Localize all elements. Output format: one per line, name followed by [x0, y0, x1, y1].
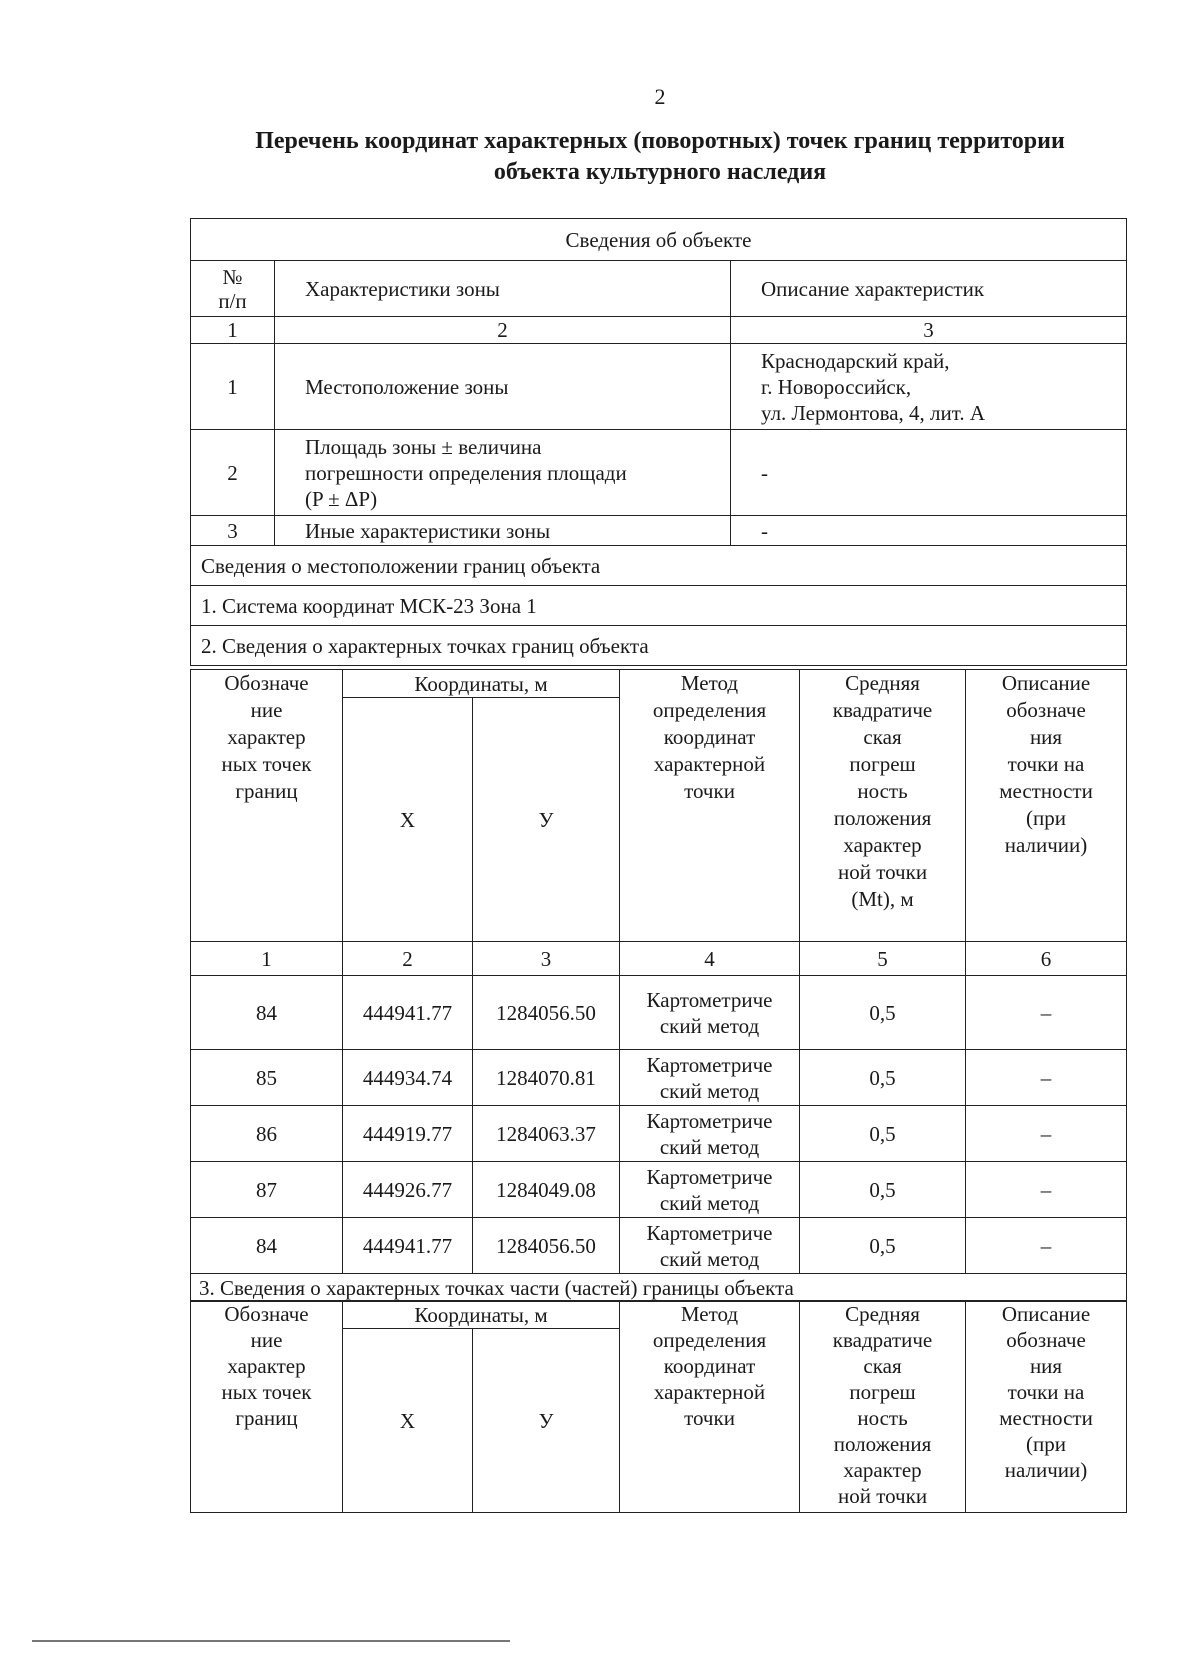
- table-row: [191, 1162, 1127, 1218]
- object-info-header: Сведения об объекте: [191, 219, 1127, 261]
- index-cell: 1: [191, 942, 343, 976]
- col-method-header: Метод определения координат характерной точки: [620, 670, 800, 942]
- coord-x: 444919.77: [343, 1106, 473, 1162]
- row-num: 1: [191, 344, 275, 430]
- col-note-header: Описание обозначе ния точки на местности (при наличии): [966, 1301, 1127, 1513]
- page-number: 2: [654, 84, 666, 109]
- row-value: -: [731, 516, 1127, 546]
- index-cell: 6: [966, 942, 1127, 976]
- coord-x: 444926.77: [343, 1162, 473, 1218]
- index-cell: 2: [343, 942, 473, 976]
- table-row: [191, 976, 1127, 1050]
- point-id: 84: [191, 1218, 343, 1274]
- col-x-header: X: [343, 698, 473, 942]
- parts-section-header: 3. Сведения о характерных точках части (частей) границы объекта: [191, 1274, 1127, 1302]
- point-id: 84: [191, 976, 343, 1050]
- error-value: 0,5: [800, 976, 966, 1050]
- index-cell: 1: [191, 317, 275, 344]
- coord-x: 444934.74: [343, 1050, 473, 1106]
- row-name: Площадь зоны ± величина погрешности определения площади (P ± ΔP): [275, 430, 731, 516]
- method-cell: Картометриче ский метод: [620, 1162, 800, 1218]
- title-line-1: Перечень координат характерных (поворотных) точек границ территории: [255, 128, 1065, 154]
- row-num: 2: [191, 430, 275, 516]
- table-row: [191, 1218, 1127, 1274]
- note-value: –: [966, 1218, 1127, 1274]
- table-row: [191, 1106, 1127, 1162]
- footer-divider: [32, 1640, 510, 1642]
- table-row: [191, 430, 1127, 516]
- col-x-header: X: [343, 1329, 473, 1513]
- col-y-header: У: [473, 698, 620, 942]
- method-cell: Картометриче ский метод: [620, 1106, 800, 1162]
- points-table: [190, 669, 1127, 1302]
- note-value: –: [966, 1162, 1127, 1218]
- error-value: 0,5: [800, 1050, 966, 1106]
- note-value: –: [966, 976, 1127, 1050]
- title-line-2: объекта культурного наследия: [493, 159, 827, 185]
- note-value: –: [966, 1050, 1127, 1106]
- method-cell: Картометриче ский метод: [620, 976, 800, 1050]
- row-value: Краснодарский край, г. Новороссийск, ул. Лермонтова, 4, лит. А: [731, 344, 1127, 430]
- col-characteristics-header: Характеристики зоны: [275, 261, 731, 317]
- object-info-table: [190, 218, 1127, 666]
- location-info-header: Сведения о местоположении границ объекта: [191, 546, 1127, 586]
- method-cell: Картометриче ский метод: [620, 1218, 800, 1274]
- error-value: 0,5: [800, 1218, 966, 1274]
- col-y-header: У: [473, 1329, 620, 1513]
- coord-y: 1284049.08: [473, 1162, 620, 1218]
- coord-x: 444941.77: [343, 976, 473, 1050]
- table-row: [191, 344, 1127, 430]
- error-value: 0,5: [800, 1106, 966, 1162]
- row-name: Местоположение зоны: [275, 344, 731, 430]
- note-value: –: [966, 1106, 1127, 1162]
- method-cell: Картометриче ский метод: [620, 1050, 800, 1106]
- index-cell: 2: [275, 317, 731, 344]
- point-id: 85: [191, 1050, 343, 1106]
- row-value: -: [731, 430, 1127, 516]
- index-cell: 3: [731, 317, 1127, 344]
- parts-table: [190, 1300, 1127, 1513]
- col-method-header: Метод определения координат характерной точки: [620, 1301, 800, 1513]
- index-cell: 5: [800, 942, 966, 976]
- coord-x: 444941.77: [343, 1218, 473, 1274]
- col-num-header: № п/п: [191, 261, 275, 317]
- col-designation-header: Обозначе ние характер ных точек границ: [191, 670, 343, 942]
- document-title: [190, 126, 1130, 188]
- col-designation-header: Обозначе ние характер ных точек границ: [191, 1301, 343, 1513]
- table-row: [191, 1050, 1127, 1106]
- coordinate-system: 1. Система координат МСК-23 Зона 1: [191, 586, 1127, 626]
- coord-y: 1284056.50: [473, 976, 620, 1050]
- col-error-header: Средняя квадратиче ская погреш ность положения характер ной точки (Mt), м: [800, 670, 966, 942]
- points-section-header: 2. Сведения о характерных точках границ объекта: [191, 626, 1127, 666]
- row-name: Иные характеристики зоны: [275, 516, 731, 546]
- col-description-header: Описание характеристик: [731, 261, 1127, 317]
- col-coordinates-header: Координаты, м: [343, 670, 620, 698]
- index-cell: 4: [620, 942, 800, 976]
- coord-y: 1284056.50: [473, 1218, 620, 1274]
- error-value: 0,5: [800, 1162, 966, 1218]
- coord-y: 1284063.37: [473, 1106, 620, 1162]
- row-num: 3: [191, 516, 275, 546]
- point-id: 86: [191, 1106, 343, 1162]
- col-coordinates-header: Координаты, м: [343, 1301, 620, 1329]
- coord-y: 1284070.81: [473, 1050, 620, 1106]
- table-row: [191, 516, 1127, 546]
- col-error-header: Средняя квадратиче ская погреш ность положения характер ной точки: [800, 1301, 966, 1513]
- point-id: 87: [191, 1162, 343, 1218]
- index-cell: 3: [473, 942, 620, 976]
- col-note-header: Описание обозначе ния точки на местности (при наличии): [966, 670, 1127, 942]
